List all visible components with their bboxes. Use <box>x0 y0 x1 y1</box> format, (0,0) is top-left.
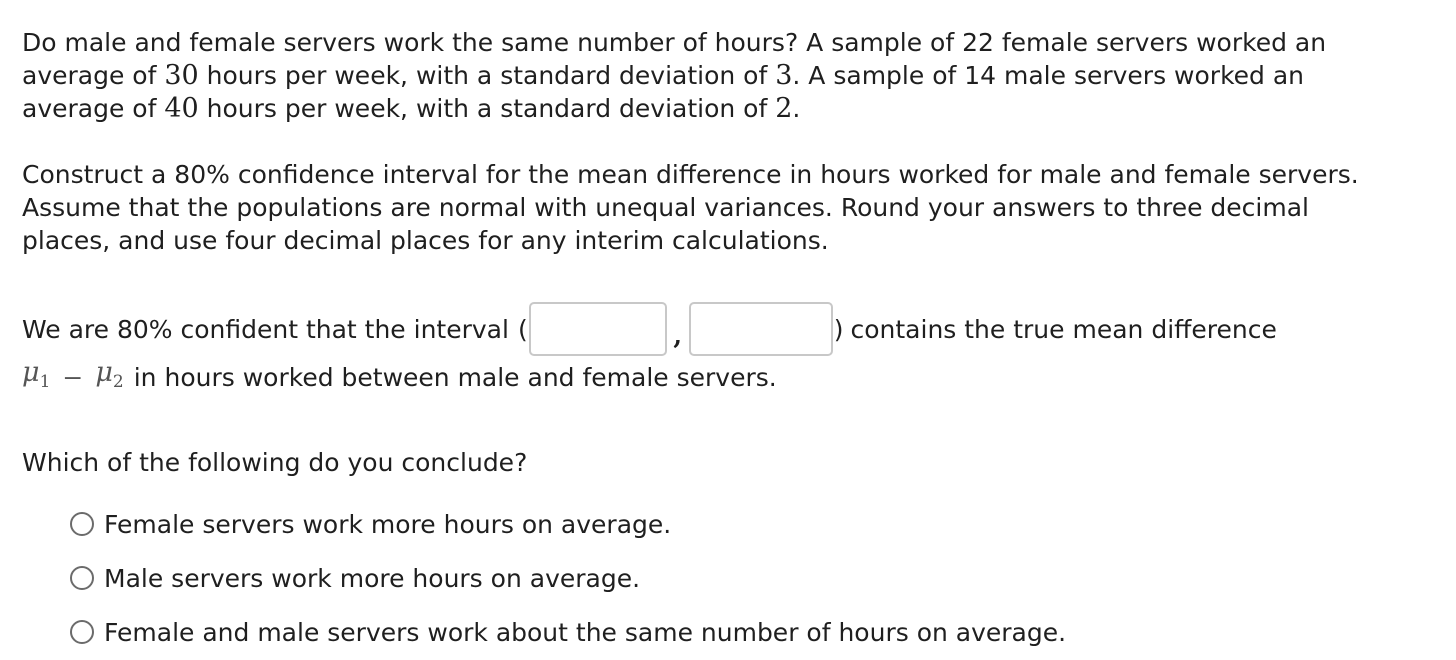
mean-difference-line <box>22 355 1442 399</box>
problem-line-3: average of 40 hours per week, with a standard deviation of 2. <box>22 93 801 124</box>
n-female: 22 <box>962 28 994 57</box>
close-paren: ) <box>833 314 844 344</box>
lower-bound-input[interactable] <box>529 302 667 356</box>
open-paren: ( <box>517 314 528 344</box>
option-label: Female servers work more hours on average. <box>104 509 672 539</box>
mean-male: 40 <box>164 93 199 124</box>
problem-line-2: average of 30 hours per week, with a standard deviation of 3. A sample of 14 male servers worked an <box>22 60 1305 91</box>
mu1-symbol: $\mu_1$ <box>22 356 51 392</box>
radio-button[interactable] <box>70 512 94 536</box>
mean-female: 30 <box>164 60 199 91</box>
problem-paragraph-1 <box>22 26 1442 125</box>
option-about-same[interactable] <box>70 605 1442 659</box>
instruction-line-2: Assume that the populations are normal with unequal variances. Round your answers to three decimal <box>22 193 1309 222</box>
problem-container <box>22 26 1442 659</box>
problem-line-1: Do male and female servers work the same number of hours? A sample of 22 female servers worked an <box>22 28 1327 57</box>
instruction-line-3: places, and use four decimal places for any interim calculations. <box>22 226 829 255</box>
instruction-line-1: Construct a 80% confidence interval for the mean difference in hours worked for male and female servers. <box>22 160 1359 189</box>
mu2-symbol: $\mu_2$ <box>95 356 124 392</box>
sd-female: 3 <box>775 60 793 91</box>
radio-button[interactable] <box>70 620 94 644</box>
option-female-more[interactable] <box>70 497 1442 551</box>
option-male-more[interactable] <box>70 551 1442 605</box>
n-male: 14 <box>964 61 997 90</box>
conclusion-options <box>22 497 1442 659</box>
interval-answer-row <box>22 299 1442 359</box>
problem-paragraph-2 <box>22 158 1442 257</box>
interval-comma: , <box>673 320 683 350</box>
interval-suffix-text: contains the true mean difference <box>850 314 1277 344</box>
interval-prefix-text: We are 80% confident that the interval <box>22 314 509 344</box>
radio-button[interactable] <box>70 566 94 590</box>
option-label: Male servers work more hours on average. <box>104 563 641 593</box>
minus-symbol: − <box>62 362 84 392</box>
upper-bound-input[interactable] <box>689 302 833 356</box>
mean-difference-text: in hours worked between male and female servers. <box>133 362 777 392</box>
sd-male: 2 <box>775 93 793 124</box>
conclusion-question: Which of the following do you conclude? <box>22 448 528 477</box>
option-label: Female and male servers work about the same number of hours on average. <box>104 617 1067 647</box>
